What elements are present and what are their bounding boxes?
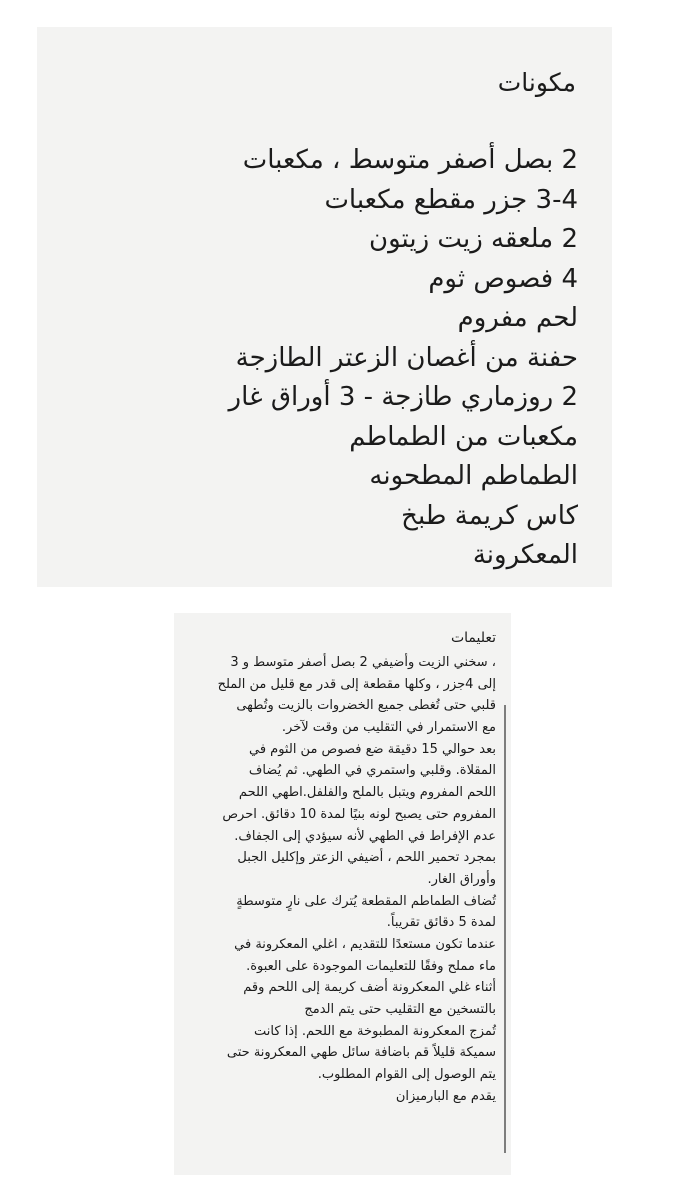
- ingredient-item: حفنة من أغصان الزعتر الطازجة: [235, 342, 578, 373]
- instruction-line: بعد حوالي 15 دقيقة ضع فصوص من الثوم في: [248, 741, 496, 757]
- instruction-line: يقدم مع البارميزان: [395, 1088, 496, 1104]
- instruction-line: قلبي حتى تُغطى جميع الخضروات بالزيت وتُطهى: [236, 698, 496, 714]
- instruction-line: المقلاة. وقلبي واستمري في الطهي. ثم يُضاف: [248, 763, 496, 779]
- instructions-title: تعليمات: [450, 630, 496, 646]
- instruction-line: عندما تكون مستعدًا للتقديم ، اغلي المعكرونة في: [234, 936, 496, 952]
- instruction-line: تُضاف الطماطم المقطعة يُترك على نارٍ متوسطةٍ: [236, 893, 496, 909]
- ingredient-item: 2 روزماري طازجة - 3 أوراق غار: [228, 382, 578, 412]
- instructions-card: [174, 613, 511, 1175]
- instruction-line: المفروم حتى يصبح لونه بنيًا لمدة 10 دقائق. احرص: [222, 806, 496, 822]
- instruction-line: عدم الإفراط في الطهي لأنه سيؤدي إلى الجفاف.: [234, 828, 496, 844]
- ingredient-item: 2 بصل أصفر متوسط ، مكعبات: [242, 145, 578, 175]
- ingredient-item: مكعبات من الطماطم: [349, 421, 578, 452]
- ingredients-card: [37, 27, 612, 587]
- instruction-line: سميكة قليلاً قم باضافة سائل طهي المعكرونة حتى: [226, 1045, 496, 1061]
- ingredient-item: الطماطم المطحونه: [369, 461, 578, 491]
- instruction-line: بالتسخين مع التقليب حتى يتم الدمج: [304, 1002, 496, 1017]
- instruction-line: يتم الوصول إلى القوام المطلوب.: [317, 1067, 496, 1083]
- instruction-line: لمدة 5 دقائق تقريباً.: [386, 915, 496, 931]
- ingredient-item: 2 ملعقه زيت زيتون: [369, 224, 578, 254]
- instruction-line: ماء مملح وفقًا للتعليمات الموجودة على العبوة.: [246, 958, 496, 974]
- instruction-line: وأوراق الغار.: [427, 871, 496, 887]
- instruction-line: تُمزج المعكرونة المطبوخة مع اللحم. إذا كانت: [254, 1023, 496, 1039]
- ingredient-item: 4 فصوص ثوم: [428, 263, 578, 294]
- instruction-line: إلى 4جزر ، وكلها مقطعة إلى قدر مع قليل من الملح: [217, 676, 496, 692]
- instructions-text: [218, 652, 496, 1107]
- instruction-line: أثناء غلي المعكرونة أضف كريمة إلى اللحم وقم: [243, 980, 496, 996]
- instruction-line: اللحم المفروم ويتبل بالملح والفلفل.اطهي اللحم: [238, 785, 496, 801]
- ingredient-item: 3-4 جزر مقطع مكعبات: [324, 184, 578, 215]
- ingredient-item: لحم مفروم: [457, 303, 578, 333]
- ingredient-item: المعكرونة: [472, 540, 578, 570]
- margin-rule: [504, 705, 506, 1153]
- ingredient-item: كاس كريمة طبخ: [401, 500, 578, 531]
- ingredients-list: [229, 141, 578, 576]
- instruction-line: مع الاستمرار في التقليب من وقت لآخر.: [281, 720, 496, 736]
- instruction-line: ، سخني الزيت وأضيفي 2 بصل أصفر متوسط و 3: [230, 655, 496, 670]
- ingredients-title: مكونات: [497, 68, 576, 97]
- instruction-line: بمجرد تحمير اللحم ، أضيفي الزعتر وإكليل الجبل: [237, 850, 496, 866]
